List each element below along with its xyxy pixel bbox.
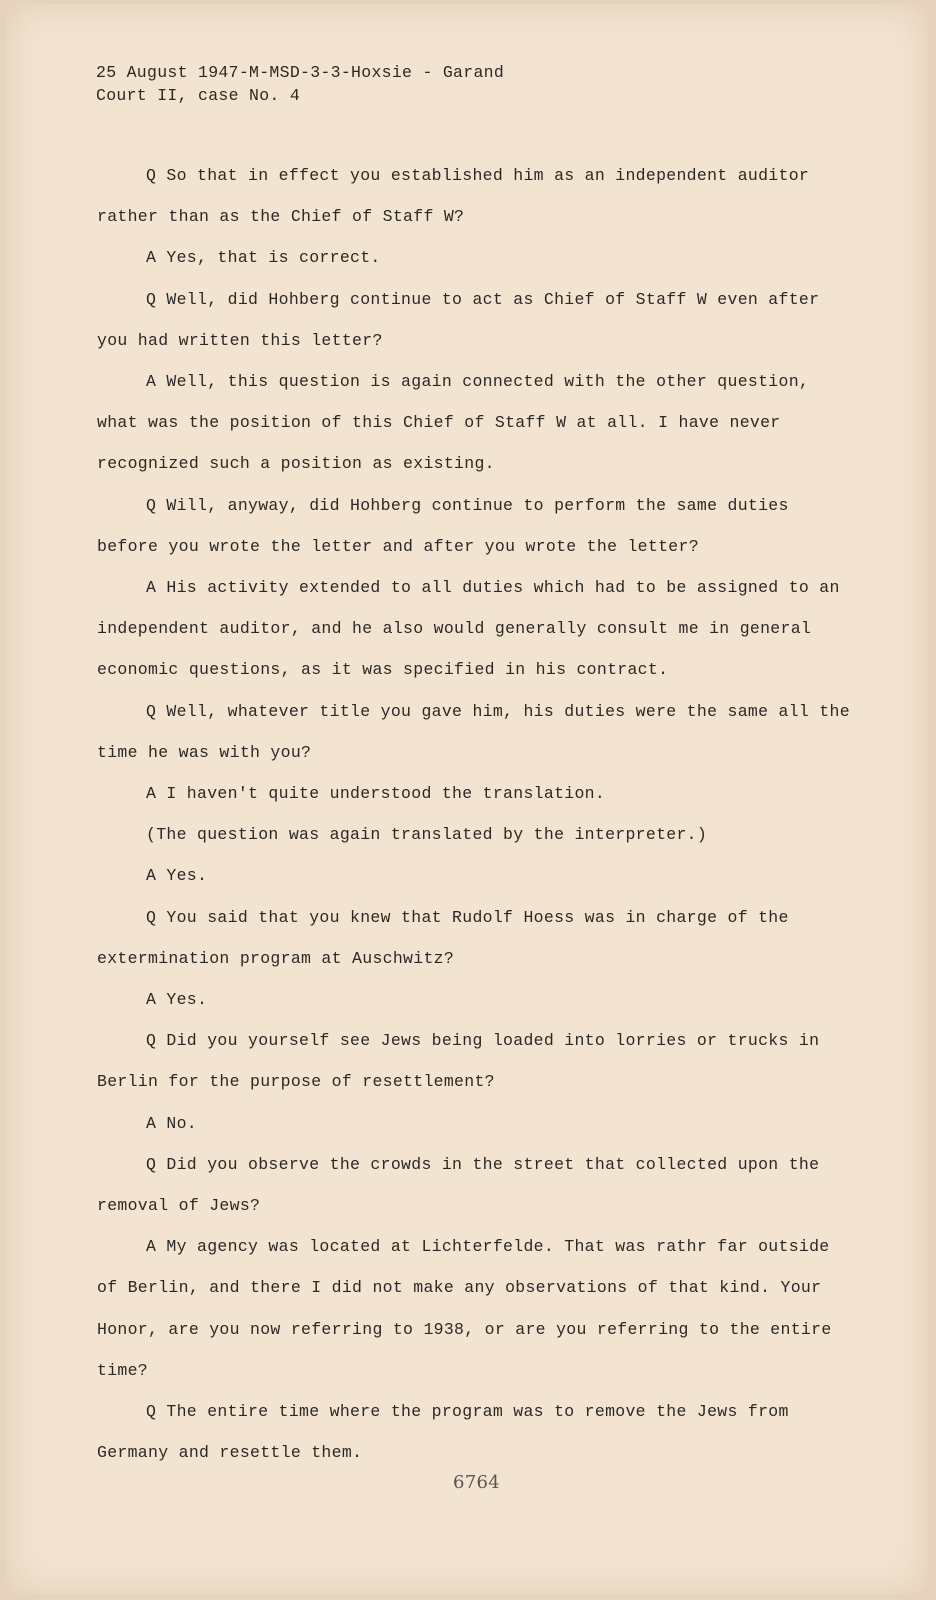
- paragraph-note: (The question was again translated by the interpreter.): [146, 825, 708, 845]
- transcript-page: [6, 4, 928, 1594]
- paragraph-answer: A Well, this question is again connected with the other question, what was the position of this Chief of Staff W at all. I have never recognized such a position as existing.: [97, 372, 810, 474]
- page-number: 6764: [453, 1472, 501, 1493]
- paragraph-answer: A Yes.: [146, 866, 208, 886]
- paragraph-question: Q So that in effect you established him as an independent auditor rather than as the Chief of Staff W?: [97, 166, 810, 227]
- transcript-body: [97, 155, 857, 1474]
- paragraph-answer: A Yes.: [146, 990, 208, 1010]
- paragraph-answer: A My agency was located at Lichterfelde. That was rathr far outside of Berlin, and there I did not make any observations of that kind. Your Honor, are you now referring to 1938, or are you referring to the entire time?: [97, 1237, 832, 1380]
- header-line-1: 25 August 1947-M-MSD-3-3-Hoxsie - Garand: [96, 63, 505, 82]
- paragraph-question: Q Did you observe the crowds in the street that collected upon the removal of Jews?: [97, 1154, 820, 1216]
- paragraph-question: Q The entire time where the program was to remove the Jews from Germany and resettle them.: [97, 1402, 789, 1463]
- paragraph-answer: A His activity extended to all duties which had to be assigned to an independent auditor, and he also would generally consult me in general economic questions, as it was specified in his contract.: [97, 578, 840, 680]
- paragraph-question: Q Did you yourself see Jews being loaded into lorries or trucks in Berlin for the purpose of resettlement?: [97, 1031, 820, 1092]
- paragraph-question: Q Well, did Hohberg continue to act as Chief of Staff W even after you had written this letter?: [97, 289, 820, 350]
- header-line-2: Court II, case No. 4: [96, 86, 301, 105]
- paragraph-question: Q You said that you knew that Rudolf Hoess was in charge of the extermination program at Auschwitz?: [97, 907, 789, 968]
- paragraph-answer: A I haven't quite understood the translation.: [146, 784, 606, 804]
- paragraph-question: Q Will, anyway, did Hohberg continue to perform the same duties before you wrote the letter and after you wrote the letter?: [97, 495, 789, 556]
- paragraph-question: Q Well, whatever title you gave him, his duties were the same all the time he was with you?: [97, 701, 850, 762]
- paragraph-answer: A Yes, that is correct.: [146, 248, 381, 268]
- paragraph-answer: A No.: [146, 1113, 198, 1133]
